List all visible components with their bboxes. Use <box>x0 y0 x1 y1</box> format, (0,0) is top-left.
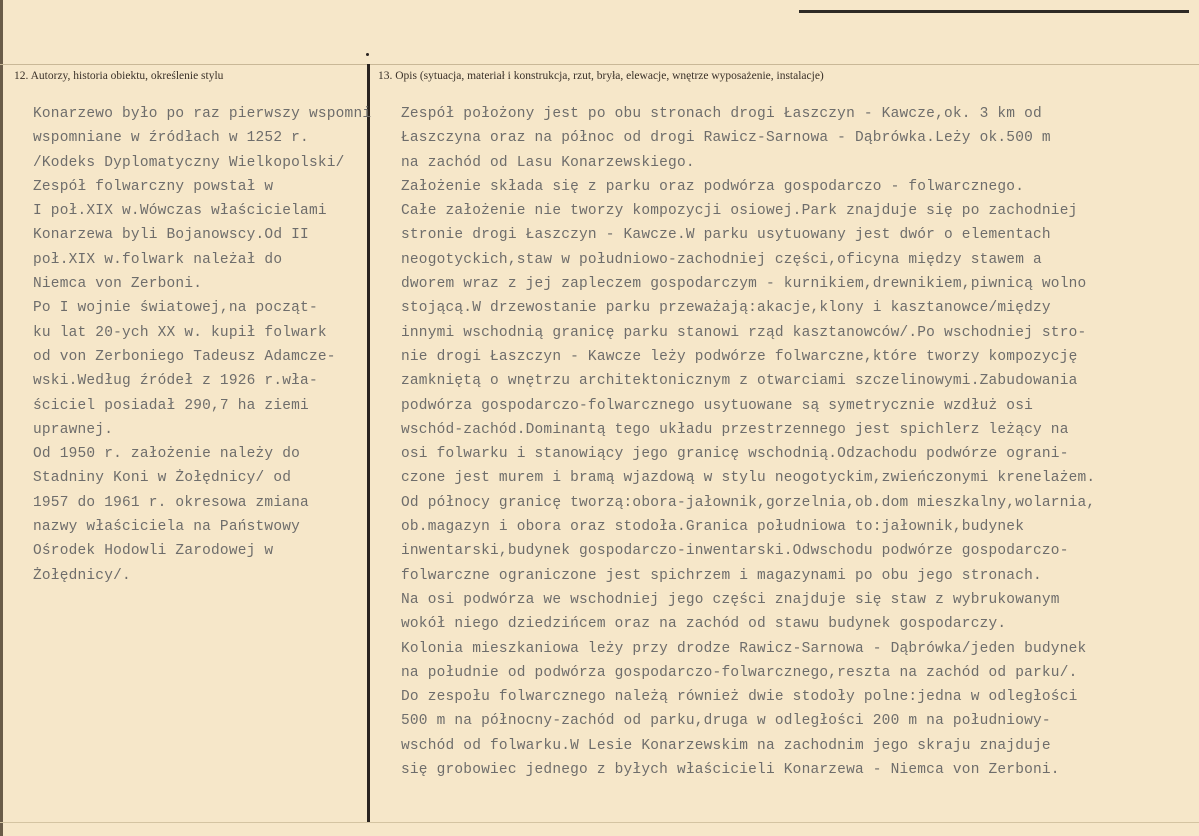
history-line: Od 1950 r. założenie należy do <box>33 446 301 463</box>
description-line: Na osi podwórza we wschodniej jego części znajduje się staw z wybrukowanym <box>401 591 1060 608</box>
top-edge-mark <box>799 10 1189 13</box>
description-line: wschód od folwarku.W Lesie Konarzewskim na zachodnim jego skraju znajduje <box>401 737 1051 754</box>
history-line: Stadniny Koni w Żołędnicy/ od <box>33 470 292 487</box>
form-top-rule <box>0 64 1199 65</box>
history-line: /Kodeks Dyplomatyczny Wielkopolski/ <box>33 154 345 171</box>
history-text <box>33 102 371 588</box>
history-line: ściciel posiadał 290,7 ha ziemi <box>33 397 309 414</box>
history-line: Konarzewo było po raz pierwszy wspomni <box>33 106 372 122</box>
form-bottom-rule <box>0 822 1199 823</box>
description-line: neogotyckich,staw w południowo-zachodniej części,oficyna między stawem a <box>401 251 1042 268</box>
description-line: Kolonia mieszkaniowa leży przy drodze Rawicz-Sarnowa - Dąbrówka/jeden budynek <box>401 640 1087 657</box>
description-line: Zespół położony jest po obu stronach drogi Łaszczyn - Kawcze,ok. 3 km od <box>401 106 1042 122</box>
description-line: dworem wraz z jej zapleczem gospodarczym - kurnikiem,drewnikiem,piwnicą wolno <box>401 276 1087 293</box>
description-line: inwentarski,budynek gospodarczo-inwentarski.Odwschodu podwórze gospodarczo- <box>401 543 1069 560</box>
history-line: Zespół folwarczny powstał w <box>33 178 274 195</box>
description-line: czone jest murem i bramą wjazdową w stylu neogotyckim,zwieńczonymi krenelażem. <box>401 470 1096 487</box>
description-line: ob.magazyn i obora oraz stodoła.Granica południowa to:jałownik,budynek <box>401 519 1025 536</box>
description-line: 500 m na północny-zachód od parku,druga w odległości 200 m na południowy- <box>401 713 1051 730</box>
description-line: na zachód od Lasu Konarzewskiego. <box>401 154 695 171</box>
description-line: Do zespołu folwarcznego należą również dwie stodoły polne:jedna w odległości <box>401 689 1078 706</box>
description-line: zamkniętą o wnętrzu architektonicznym z otwarciami szczelinowymi.Zabudowania <box>401 373 1078 390</box>
description-line: na południe od podwórza gospodarczo-folwarcznego,reszta na zachód od parku/. <box>401 664 1078 681</box>
history-line: nazwy właściciela na Państwowy <box>33 519 301 536</box>
description-line: wschód-zachód.Dominantą tego układu przestrzennego jest spichlerz leżący na <box>401 421 1069 438</box>
history-line: Konarzewa byli Bojanowscy.Od II <box>33 227 309 244</box>
history-line: wspomniane w źródłach w 1252 r. <box>33 130 309 147</box>
description-text <box>401 102 1095 782</box>
history-line: uprawnej. <box>33 421 114 438</box>
description-line: wokół niego dziedzińcem oraz na zachód od stawu budynek gospodarczy. <box>401 616 1007 633</box>
description-line: stronie drogi Łaszczyn - Kawcze.W parku usytuowany jest dwór o elementach <box>401 227 1051 244</box>
description-line: Całe założenie nie tworzy kompozycji osiowej.Park znajduje się po zachodniej <box>401 203 1078 220</box>
card-left-edge <box>0 0 3 836</box>
history-line: od von Zerboniego Tadeusz Adamcze- <box>33 348 336 365</box>
description-line: podwórza gospodarczo-folwarcznego usytuowane są symetrycznie wzdłuż osi <box>401 397 1034 414</box>
divider-dot <box>366 53 369 56</box>
section-13-header: 13. Opis (sytuacja, materiał i konstrukcja, rzut, bryła, elewacje, wnętrze wyposażenie, instalacje) <box>378 70 824 82</box>
history-line: Ośrodek Hodowli Zarodowej w <box>33 543 274 560</box>
history-line: Po I wojnie światowej,na począt- <box>33 300 318 317</box>
history-line: 1957 do 1961 r. okresowa zmiana <box>33 494 309 511</box>
history-line: poł.XIX w.folwark należał do <box>33 251 283 268</box>
description-line: nie drogi Łaszczyn - Kawcze leży podwórze folwarczne,które tworzy kompozycję <box>401 348 1078 365</box>
description-line: się grobowiec jednego z byłych właścicieli Konarzewa - Niemca von Zerboni. <box>401 762 1060 779</box>
description-line: innymi wschodnią granicę parku stanowi rząd kasztanowców/.Po wschodniej stro- <box>401 324 1087 341</box>
description-line: folwarczne ograniczone jest spichrzem i magazynami po obu jego stronach. <box>401 567 1042 584</box>
description-line: Łaszczyna oraz na północ od drogi Rawicz-Sarnowa - Dąbrówka.Leży ok.500 m <box>401 130 1051 147</box>
history-line: wski.Według źródeł z 1926 r.wła- <box>33 373 318 390</box>
history-line: I poł.XIX w.Wówczas właścicielami <box>33 203 327 220</box>
section-12-header: 12. Autorzy, historia obiektu, określenie stylu <box>14 70 224 82</box>
description-line: Od północy granicę tworzą:obora-jałownik,gorzelnia,ob.dom mieszkalny,wolarnia, <box>401 494 1096 511</box>
history-line: ku lat 20-ych XX w. kupił folwark <box>33 324 327 341</box>
history-line: Niemca von Zerboni. <box>33 276 203 293</box>
description-line: stojącą.W drzewostanie parku przeważają:akacje,klony i kasztanowce/między <box>401 300 1051 317</box>
description-line: Założenie składa się z parku oraz podwórza gospodarczo - folwarcznego. <box>401 178 1025 195</box>
description-line: osi folwarku i stanowiący jego granicę wschodnią.Odzachodu podwórze ograni- <box>401 446 1069 463</box>
history-line: Żołędnicy/. <box>33 567 131 584</box>
